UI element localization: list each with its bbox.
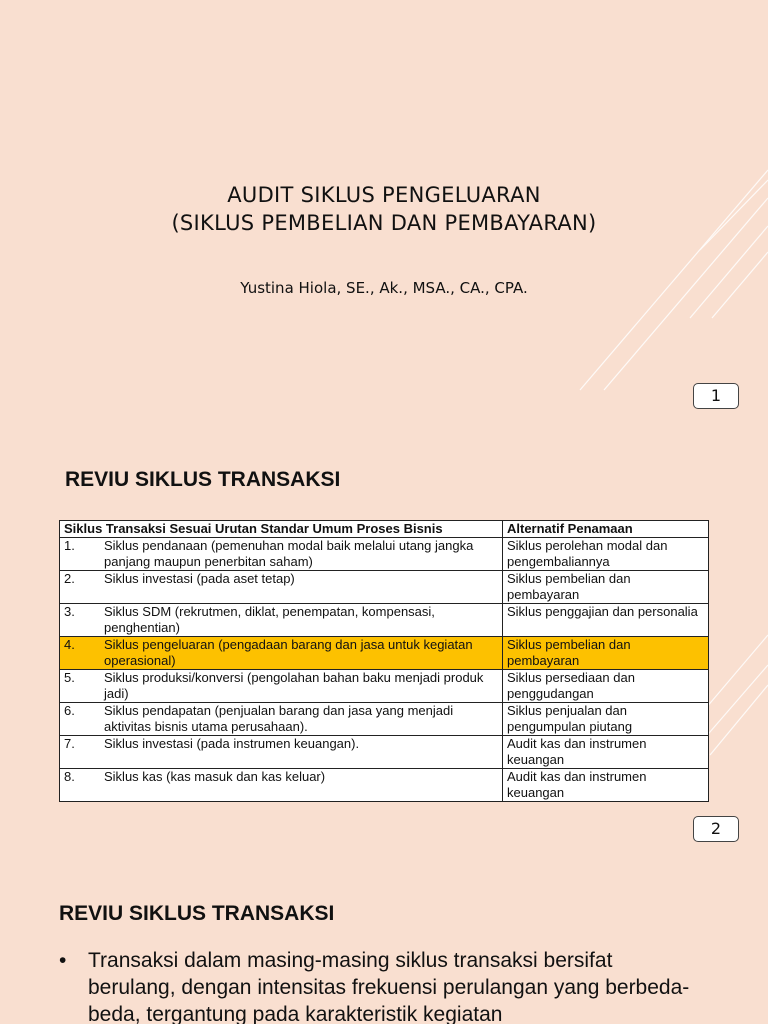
- cycle-description: Siklus pendanaan (pemenuhan modal baik melalui utang jangka panjang maupun penerbitan saham): [104, 538, 474, 569]
- presentation-title: [0, 181, 768, 237]
- cycle-cell: [60, 538, 503, 571]
- bullet-item: [59, 947, 699, 1024]
- table-row: [60, 736, 709, 769]
- cycle-description: Siklus produksi/konversi (pengolahan bahan baku menjadi produk jadi): [104, 670, 484, 701]
- cycle-cell: [60, 637, 503, 670]
- bullet-text: Transaksi dalam masing-masing siklus transaksi bersifat berulang, dengan intensitas frekuensi perulangan yang berbeda-beda, tergantung pada karakteristik kegiatan: [88, 949, 690, 1024]
- table-header-row: [60, 521, 709, 538]
- bullet-slide: [0, 867, 768, 1024]
- cycle-description: Siklus pendapatan (penjualan barang dan jasa yang menjadi aktivitas bisnis utama perusahaan).: [104, 703, 454, 734]
- cycle-cell: [60, 604, 503, 637]
- cycle-cell: [60, 571, 503, 604]
- author-name: Yustina Hiola, SE., Ak., MSA., CA., CPA.: [240, 279, 528, 297]
- title-line-2: (SIKLUS PEMBELIAN DAN PEMBAYARAN): [171, 211, 597, 235]
- alternative-name-cell: Siklus penggajian dan personalia: [503, 604, 709, 637]
- title-slide: [0, 0, 768, 435]
- row-number: 1.: [64, 538, 75, 553]
- column-header-cycle: Siklus Transaksi Sesuai Urutan Standar Umum Proses Bisnis: [60, 521, 503, 538]
- slide-heading: REVIU SIKLUS TRANSAKSI: [65, 468, 341, 491]
- cycle-cell: [60, 703, 503, 736]
- cycle-cell: [60, 769, 503, 802]
- slide-heading: REVIU SIKLUS TRANSAKSI: [59, 902, 335, 925]
- column-header-alternative: Alternatif Penamaan: [503, 521, 709, 538]
- row-number: 3.: [64, 604, 75, 619]
- page-number-badge: 2: [693, 816, 739, 842]
- cycle-description: Siklus kas (kas masuk dan kas keluar): [104, 769, 326, 784]
- transaction-cycles-table: [59, 520, 709, 802]
- table-row: [60, 769, 709, 802]
- page-number-badge: 1: [693, 383, 739, 409]
- alternative-name-cell: Siklus penjualan dan pengumpulan piutang: [503, 703, 709, 736]
- table-slide: [0, 435, 768, 867]
- row-number: 4.: [64, 637, 75, 652]
- title-line-1: AUDIT SIKLUS PENGELUARAN: [227, 183, 541, 207]
- alternative-name-cell: Siklus pembelian dan pembayaran: [503, 571, 709, 604]
- table-row: [60, 670, 709, 703]
- table-row: [60, 538, 709, 571]
- cycle-cell: [60, 670, 503, 703]
- table-row-highlighted: [60, 637, 709, 670]
- cycle-description: Siklus SDM (rekrutmen, diklat, penempatan, kompensasi, penghentian): [104, 604, 435, 635]
- alternative-name-cell: Siklus perolehan modal dan pengembaliannya: [503, 538, 709, 571]
- row-number: 8.: [64, 769, 75, 784]
- alternative-name-cell: Audit kas dan instrumen keuangan: [503, 736, 709, 769]
- table-row: [60, 604, 709, 637]
- bullet-marker-icon: •: [59, 949, 67, 972]
- cycle-cell: [60, 736, 503, 769]
- alternative-name-cell: Audit kas dan instrumen keuangan: [503, 769, 709, 802]
- alternative-name-cell: Siklus pembelian dan pembayaran: [503, 637, 709, 670]
- cycle-description: Siklus investasi (pada instrumen keuangan).: [104, 736, 360, 751]
- cycle-description: Siklus investasi (pada aset tetap): [104, 571, 295, 586]
- table-row: [60, 571, 709, 604]
- row-number: 5.: [64, 670, 75, 685]
- cycle-description: Siklus pengeluaran (pengadaan barang dan jasa untuk kegiatan operasional): [104, 637, 473, 668]
- row-number: 7.: [64, 736, 75, 751]
- row-number: 2.: [64, 571, 75, 586]
- bullet-list: [59, 947, 699, 1024]
- alternative-name-cell: Siklus persediaan dan penggudangan: [503, 670, 709, 703]
- table-row: [60, 703, 709, 736]
- row-number: 6.: [64, 703, 75, 718]
